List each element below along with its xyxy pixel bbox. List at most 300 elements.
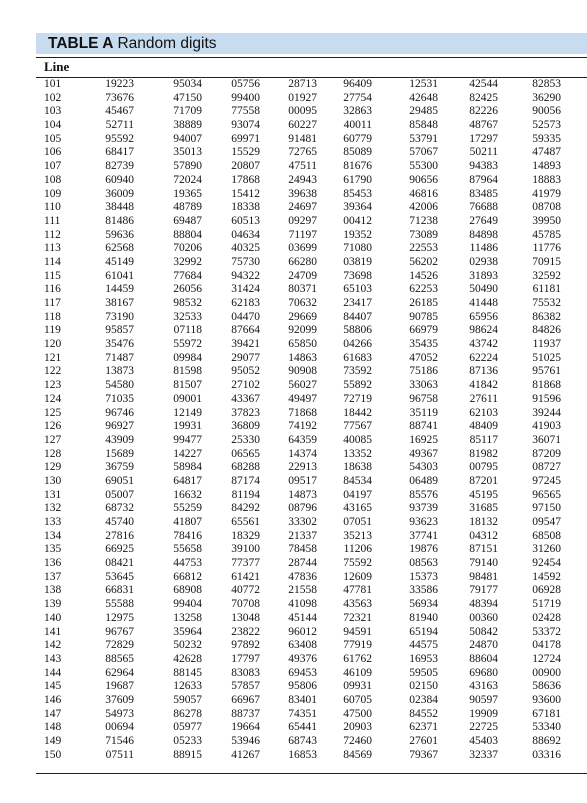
digit-group: 12724: [532, 652, 561, 665]
digit-group: 18329: [231, 529, 260, 542]
digit-group: 08708: [532, 201, 561, 214]
table-row: [0, 584, 587, 598]
table-row: [0, 215, 587, 229]
table-label: TABLE A: [48, 35, 114, 52]
digit-group: 12633: [173, 680, 202, 693]
line-number: 138: [44, 584, 62, 597]
digit-group: 14873: [288, 488, 317, 501]
digit-group: 00694: [105, 721, 134, 734]
line-number: 119: [44, 324, 61, 337]
line-number: 118: [44, 310, 61, 323]
digit-group: 09547: [532, 516, 561, 528]
digit-group: 19664: [231, 721, 260, 734]
digit-group: 07511: [105, 748, 134, 761]
digit-group: 78416: [173, 529, 202, 542]
digit-group: 36809: [231, 420, 260, 433]
line-number: 124: [44, 392, 62, 405]
digit-group: 13352: [343, 447, 372, 460]
table-row: [0, 188, 587, 202]
digit-group: 77377: [231, 557, 260, 570]
digit-group: 33586: [409, 584, 438, 597]
digit-group: 65561: [231, 516, 260, 528]
digit-group: 09517: [288, 474, 317, 487]
digit-group: 41448: [469, 297, 498, 309]
digit-group: 56027: [288, 379, 317, 392]
digit-group: 58806: [343, 324, 372, 337]
digit-group: 95806: [288, 680, 317, 693]
line-number: 139: [44, 598, 62, 611]
digit-group: 74351: [288, 707, 317, 720]
digit-group: 59505: [409, 666, 438, 679]
digit-group: 77567: [343, 420, 372, 433]
digit-group: 55892: [343, 379, 372, 392]
digit-group: 71546: [105, 735, 134, 747]
table-row: [0, 256, 587, 270]
digit-group: 26056: [173, 283, 202, 296]
digit-group: 99404: [173, 598, 202, 611]
line-number: 112: [44, 228, 61, 241]
digit-group: 55658: [173, 543, 202, 556]
line-number: 123: [44, 379, 62, 392]
table-row: [0, 324, 587, 338]
table-row: [0, 379, 587, 393]
digit-group: 47487: [532, 146, 561, 159]
digit-group: 81940: [409, 611, 438, 624]
digit-group: 88737: [231, 707, 260, 720]
table-row: [0, 448, 587, 462]
digit-group: 71197: [288, 228, 317, 241]
digit-group: 96758: [409, 392, 438, 405]
line-number: 133: [44, 516, 62, 528]
digit-group: 75186: [409, 365, 438, 378]
table-row: [0, 201, 587, 215]
digit-group: 32863: [343, 105, 372, 118]
digit-group: 61683: [343, 351, 372, 364]
table-row: [0, 270, 587, 284]
digit-group: 94591: [343, 625, 372, 638]
digit-group: 79367: [409, 748, 438, 761]
line-number: 131: [44, 488, 62, 501]
digit-group: 56934: [409, 598, 438, 611]
line-number: 111: [44, 214, 61, 227]
digit-group: 49497: [288, 392, 317, 405]
digit-group: 37823: [231, 406, 260, 419]
digit-group: 15412: [231, 187, 260, 200]
table-row: [0, 667, 587, 681]
digit-group: 22913: [288, 461, 317, 474]
digit-group: 76688: [469, 201, 498, 214]
digit-group: 12609: [343, 570, 372, 583]
digit-group: 66967: [231, 693, 260, 706]
digit-group: 16853: [288, 748, 317, 761]
digit-group: 85576: [409, 488, 438, 501]
table-row: [0, 516, 587, 530]
digit-group: 88145: [173, 666, 202, 679]
table-row: [0, 420, 587, 434]
digit-group: 86278: [173, 707, 202, 720]
digit-group: 08563: [409, 557, 438, 570]
digit-group: 71080: [343, 242, 372, 255]
digit-group: 12149: [173, 406, 202, 419]
digit-group: 43742: [469, 338, 498, 351]
digit-group: 35213: [343, 529, 372, 542]
digit-group: 88565: [105, 652, 134, 665]
digit-group: 85117: [469, 433, 498, 446]
digit-group: 90056: [532, 105, 561, 118]
digit-group: 14227: [173, 447, 202, 460]
digit-group: 88804: [173, 228, 202, 241]
digit-group: 55972: [173, 338, 202, 351]
digit-group: 19931: [173, 420, 202, 433]
digit-group: 71238: [409, 214, 438, 227]
line-number: 149: [44, 735, 62, 747]
digit-group: 61181: [532, 283, 561, 296]
digit-group: 32992: [173, 255, 202, 268]
table-row: [0, 105, 587, 119]
digit-group: 70632: [288, 297, 317, 309]
digit-group: 14526: [409, 269, 438, 282]
digit-group: 72024: [173, 173, 202, 186]
digit-group: 81507: [173, 379, 202, 392]
digit-group: 62964: [105, 666, 134, 679]
digit-group: 45467: [105, 105, 134, 118]
digit-group: 03819: [343, 255, 372, 268]
digit-group: 28713: [288, 78, 317, 90]
digit-group: 83083: [231, 666, 260, 679]
table-row: [0, 489, 587, 503]
digit-group: 06489: [409, 474, 438, 487]
digit-group: 65441: [288, 721, 317, 734]
digit-group: 73089: [409, 228, 438, 241]
line-number: 113: [44, 242, 61, 255]
digit-group: 47836: [288, 570, 317, 583]
digit-group: 14863: [288, 351, 317, 364]
digit-group: 12531: [409, 78, 438, 90]
digit-group: 19687: [105, 680, 134, 693]
table-name: Random digits: [117, 35, 217, 52]
digit-group: 04470: [231, 310, 260, 323]
line-number: 144: [44, 666, 62, 679]
line-number: 122: [44, 365, 62, 378]
digit-group: 72460: [343, 735, 372, 747]
digit-group: 82226: [469, 105, 498, 118]
digit-group: 84569: [343, 748, 372, 761]
digit-group: 84898: [469, 228, 498, 241]
digit-group: 53946: [231, 735, 260, 747]
digit-group: 51025: [532, 351, 561, 364]
digit-group: 99400: [231, 91, 260, 104]
digit-group: 96409: [343, 78, 372, 90]
digit-group: 48767: [469, 119, 498, 132]
digit-group: 73190: [105, 310, 134, 323]
digit-group: 95761: [532, 365, 561, 378]
digit-group: 45149: [105, 255, 134, 268]
digit-group: 66979: [409, 324, 438, 337]
digit-group: 81676: [343, 160, 372, 173]
digit-group: 90656: [409, 173, 438, 186]
digit-group: 65956: [469, 310, 498, 323]
digit-group: 22553: [409, 242, 438, 255]
digit-group: 88604: [469, 652, 498, 665]
digit-group: 47500: [343, 707, 372, 720]
digit-group: 88692: [532, 735, 561, 747]
digit-group: 94383: [469, 160, 498, 173]
table-row: [0, 311, 587, 325]
digit-group: 32592: [532, 269, 561, 282]
digit-group: 69051: [105, 474, 134, 487]
digit-group: 50232: [173, 639, 202, 652]
digit-group: 02150: [409, 680, 438, 693]
digit-group: 02384: [409, 693, 438, 706]
digit-group: 75592: [343, 557, 372, 570]
digit-group: 05007: [105, 488, 134, 501]
line-number: 102: [44, 91, 62, 104]
digit-group: 77558: [231, 105, 260, 118]
digit-group: 03699: [288, 242, 317, 255]
line-number: 137: [44, 570, 62, 583]
digit-group: 09001: [173, 392, 202, 405]
digit-group: 24943: [288, 173, 317, 186]
digit-group: 43367: [231, 392, 260, 405]
digit-group: 81486: [105, 214, 134, 227]
digit-group: 98624: [469, 324, 498, 337]
digit-group: 67181: [532, 707, 561, 720]
digit-group: 31424: [231, 283, 260, 296]
digit-group: 60705: [343, 693, 372, 706]
digit-group: 82853: [532, 78, 561, 90]
digit-group: 73676: [105, 91, 134, 104]
line-number: 132: [44, 502, 62, 515]
digit-group: 84534: [343, 474, 372, 487]
digit-group: 71487: [105, 351, 134, 364]
digit-group: 93600: [532, 693, 561, 706]
digit-group: 96012: [288, 625, 317, 638]
digit-group: 59636: [105, 228, 134, 241]
digit-group: 72829: [105, 639, 134, 652]
digit-group: 54973: [105, 707, 134, 720]
digit-group: 23417: [343, 297, 372, 309]
digit-group: 95034: [173, 78, 202, 90]
line-number: 105: [44, 132, 62, 145]
digit-group: 50842: [469, 625, 498, 638]
digit-group: 40011: [343, 119, 372, 132]
digit-group: 41098: [288, 598, 317, 611]
table-row: [0, 352, 587, 366]
digit-group: 35476: [105, 338, 134, 351]
digit-group: 18338: [231, 201, 260, 214]
digit-group: 83401: [288, 693, 317, 706]
digit-group: 55259: [173, 502, 202, 515]
line-number: 108: [44, 173, 62, 186]
digit-group: 20807: [231, 160, 260, 173]
digit-group: 81194: [231, 488, 260, 501]
digit-group: 59335: [532, 132, 561, 145]
digit-group: 14893: [532, 160, 561, 173]
digit-group: 79140: [469, 557, 498, 570]
line-number: 101: [44, 78, 62, 90]
digit-group: 23822: [231, 625, 260, 638]
digit-group: 49367: [409, 447, 438, 460]
digit-group: 36071: [532, 433, 561, 446]
digit-group: 27611: [469, 392, 498, 405]
table-row: [0, 338, 587, 352]
digit-group: 50211: [469, 146, 498, 159]
table-row: [0, 174, 587, 188]
digit-group: 38448: [105, 201, 134, 214]
digit-group: 84292: [231, 502, 260, 515]
digit-group: 40772: [231, 584, 260, 597]
digit-group: 08796: [288, 502, 317, 515]
digit-group: 13048: [231, 611, 260, 624]
digit-group: 35435: [409, 338, 438, 351]
digit-group: 45195: [469, 488, 498, 501]
table-row: [0, 598, 587, 612]
table-row: [0, 612, 587, 626]
digit-group: 21337: [288, 529, 317, 542]
digit-group: 68743: [288, 735, 317, 747]
digit-group: 26185: [409, 297, 438, 309]
digit-group: 46109: [343, 666, 372, 679]
digit-group: 27601: [409, 735, 438, 747]
digit-group: 70206: [173, 242, 202, 255]
line-number: 134: [44, 529, 62, 542]
table-row: [0, 694, 587, 708]
line-number: 128: [44, 447, 62, 460]
digit-group: 42628: [173, 652, 202, 665]
digit-group: 43563: [343, 598, 372, 611]
digit-group: 17297: [469, 132, 498, 145]
table-row: [0, 283, 587, 297]
line-number: 146: [44, 693, 62, 706]
digit-group: 02428: [532, 611, 561, 624]
digit-group: 78458: [288, 543, 317, 556]
digit-group: 47781: [343, 584, 372, 597]
line-number: 121: [44, 351, 62, 364]
table-row: [0, 735, 587, 749]
table-row: [0, 557, 587, 571]
digit-group: 91481: [288, 132, 317, 145]
digit-group: 27649: [469, 214, 498, 227]
digit-group: 70915: [532, 255, 561, 268]
bottom-rule: [36, 773, 587, 774]
digit-group: 15689: [105, 447, 134, 460]
digit-group: 39421: [231, 338, 260, 351]
table-row: [0, 365, 587, 379]
digit-group: 11486: [469, 242, 498, 255]
digit-group: 24709: [288, 269, 317, 282]
digit-group: 54303: [409, 461, 438, 474]
line-number: 140: [44, 611, 62, 624]
digit-group: 31685: [469, 502, 498, 515]
digit-group: 71709: [173, 105, 202, 118]
digit-group: 92099: [288, 324, 317, 337]
digit-group: 95592: [105, 132, 134, 145]
digit-group: 96927: [105, 420, 134, 433]
digit-group: 96767: [105, 625, 134, 638]
digit-group: 52573: [532, 119, 561, 132]
digit-group: 41267: [231, 748, 260, 761]
table-row: [0, 530, 587, 544]
digit-group: 53791: [409, 132, 438, 145]
digit-group: 51719: [532, 598, 561, 611]
digit-group: 73592: [343, 365, 372, 378]
digit-group: 62568: [105, 242, 134, 255]
digit-group: 29077: [231, 351, 260, 364]
digit-group: 04634: [231, 228, 260, 241]
digit-group: 04266: [343, 338, 372, 351]
digit-group: 47511: [288, 160, 317, 173]
digit-group: 05233: [173, 735, 202, 747]
digit-group: 48394: [469, 598, 498, 611]
digit-group: 04178: [532, 639, 561, 652]
digit-group: 96746: [105, 406, 134, 419]
digit-group: 53340: [532, 721, 561, 734]
digit-group: 91596: [532, 392, 561, 405]
digit-group: 53645: [105, 570, 134, 583]
digit-group: 47052: [409, 351, 438, 364]
digit-group: 05756: [231, 78, 260, 90]
line-number: 116: [44, 283, 61, 296]
digit-group: 25330: [231, 433, 260, 446]
digit-group: 14459: [105, 283, 134, 296]
digit-group: 57857: [231, 680, 260, 693]
digit-group: 33063: [409, 379, 438, 392]
digit-group: 81598: [173, 365, 202, 378]
digit-group: 87964: [469, 173, 498, 186]
digit-group: 19352: [343, 228, 372, 241]
digit-group: 13258: [173, 611, 202, 624]
digit-group: 01927: [288, 91, 317, 104]
digit-group: 24870: [469, 639, 498, 652]
digit-group: 83485: [469, 187, 498, 200]
digit-group: 60779: [343, 132, 372, 145]
digit-group: 72765: [288, 146, 317, 159]
line-number: 130: [44, 474, 62, 487]
table-row: [0, 749, 587, 763]
digit-group: 54580: [105, 379, 134, 392]
table-row: [0, 680, 587, 694]
digit-group: 87201: [469, 474, 498, 487]
digit-group: 85089: [343, 146, 372, 159]
digit-group: 81868: [532, 379, 561, 392]
digit-group: 81982: [469, 447, 498, 460]
digit-group: 08421: [105, 557, 134, 570]
digit-group: 41979: [532, 187, 561, 200]
table-row: [0, 721, 587, 735]
digit-group: 17797: [231, 652, 260, 665]
digit-group: 64359: [288, 433, 317, 446]
digit-group: 62253: [409, 283, 438, 296]
digit-group: 19876: [409, 543, 438, 556]
line-number: 104: [44, 119, 62, 132]
digit-group: 11206: [343, 543, 372, 556]
digit-group: 11776: [532, 242, 561, 255]
digit-group: 71868: [288, 406, 317, 419]
digit-group: 79177: [469, 584, 498, 597]
digit-group: 02938: [469, 255, 498, 268]
digit-group: 86382: [532, 310, 561, 323]
digit-group: 64817: [173, 474, 202, 487]
digit-group: 87664: [231, 324, 260, 337]
digit-group: 56202: [409, 255, 438, 268]
digit-group: 06928: [532, 584, 561, 597]
digit-group: 65103: [343, 283, 372, 296]
digit-group: 17868: [231, 173, 260, 186]
digit-group: 66925: [105, 543, 134, 556]
digit-group: 33302: [288, 516, 317, 528]
digit-group: 08727: [532, 461, 561, 474]
digit-group: 60513: [231, 214, 260, 227]
